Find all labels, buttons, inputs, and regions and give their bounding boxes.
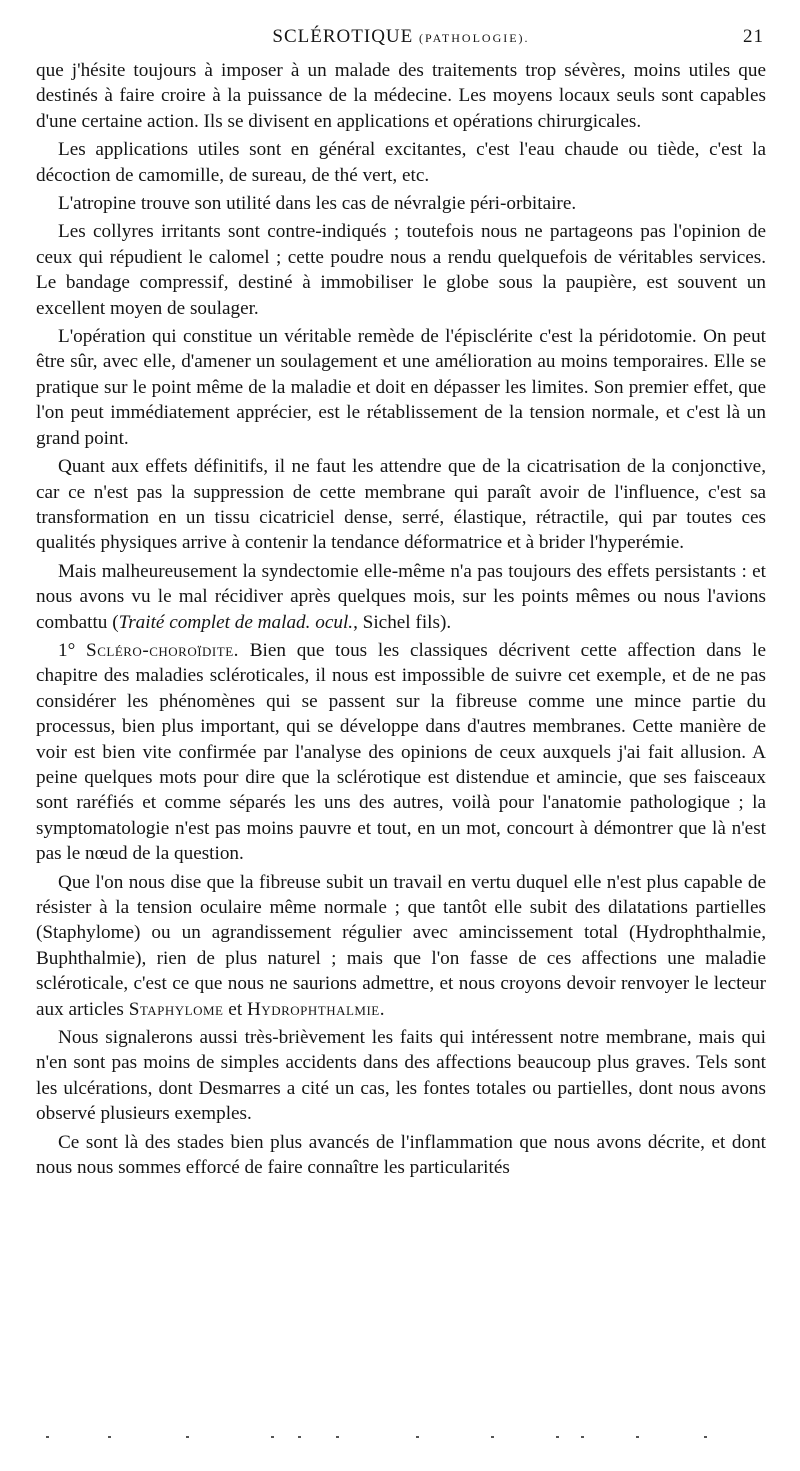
paragraph-9-end: . [379, 998, 385, 1020]
ink-mark [46, 1436, 49, 1438]
paragraph-8-text: Bien que tous les classiques décrivent cette affection dans le chapitre des maladies scléroticales, il nous est impossible de suivre cet exemple, et de ne pas considérer les phénomènes qui se passent sur la fibreuse comme une mince partie du processus, bien plus important, qui se développe dans d'autres membranes. Cette manière de voir est bien vite confirmée par l'analyse des opinions de ceux auxquels j'ai fait allusion. A peine quelques mots pour dire que la sclérotique est distendue et amincie, que ses faisceaux sont raréfiés et comme séparés les uns des autres, voilà pour l'anatomie pathologique ; la symptomatologie n'est pas moins pauvre et tout, en un mot, concourt à démontrer que là n'est pas le nœud de la question. [36, 639, 766, 865]
paragraph-11-text: Ce sont là des stades bien plus avancés de l'inflammation que nous avons décrite, et dont nous nous sommes efforcé de faire connaître les particularités [36, 1131, 766, 1179]
header-title [36, 26, 766, 48]
paragraph-8 [36, 638, 766, 867]
paragraph-2-text: Les applications utiles sont en général excitantes, c'est l'eau chaude ou tiède, c'est la décoction de camomille, de sureau, de thé vert, etc. [36, 139, 766, 186]
paragraph-7-text: Mais malheureusement la syndectomie elle-même n'a pas toujours des effets persistants : et nous avons vu le mal récidiver après quelques mois, sur les points mêmes ou nous l'avions combattu ( [36, 560, 766, 633]
paragraph-9 [36, 870, 766, 1022]
paragraph-10-text: Nous signalerons aussi très-brièvement les faits qui intéressent notre membrane, mais qui n'en sont pas moins de simples accidents dans des affections beaucoup plus graves. Tels sont les ulcérations, dont Desmarres a cité un cas, les fontes totales ou partielles, dont nous avons observé plusieurs exemples. [36, 1027, 766, 1125]
paragraph-1 [36, 58, 766, 134]
paragraph-11 [36, 1130, 766, 1181]
header-title-text: SCLÉROTIQUE [272, 26, 414, 47]
paragraph-3 [36, 191, 766, 216]
paragraph-1-text: que j'hésite toujours à imposer à un malade des traitements trop sévères, moins utiles que destinés à faire croire à la puissance de la médecine. Les moyens locaux seuls sont capables d'une certaine action. Ils se divisent en applications et opérations chirurgicales. [36, 60, 766, 132]
header-subtitle: (PATHOLOGIE). [419, 31, 530, 45]
section-number: 1° [58, 639, 87, 661]
ink-mark [556, 1436, 559, 1438]
cross-reference-staphylome: Staphylome [128, 998, 224, 1020]
paragraph-4 [36, 219, 766, 321]
ink-mark [108, 1436, 111, 1438]
ink-mark [491, 1436, 494, 1438]
ink-mark [416, 1436, 419, 1438]
ink-mark [636, 1436, 639, 1438]
section-heading: Scléro-choroïdite. [86, 639, 239, 661]
paragraph-4-text: Les collyres irritants sont contre-indiqués ; toutefois nous ne partageons pas l'opinion de ceux qui répudient le calomel ; cette poudre nous a rendu quelquefois de véritables services. Le bandage compressif, destiné à immobiliser le globe sous la paupière, est souvent un excellent moyen de soulager. [36, 221, 766, 319]
ink-mark [581, 1436, 584, 1438]
page-number: 21 [743, 26, 764, 47]
ink-mark [704, 1436, 707, 1438]
paragraph-10 [36, 1025, 766, 1127]
paragraph-6-text: Quant aux effets définitifs, il ne faut les attendre que de la cicatrisation de la conjonctive, car ce n'est pas la suppression de cette membrane qui paraît avoir de l'influence, c'est sa transformation en un tissu cicatriciel dense, serré, élastique, rétractile, qui par toutes ces qualités physiques arrive à contenir la tendance déformatrice et à brider l'hyperémie. [36, 456, 766, 554]
paragraph-7 [36, 559, 766, 635]
paragraph-3-text: L'atropine trouve son utilité dans les cas de névralgie péri-orbitaire. [58, 193, 577, 215]
cross-reference-hydrophthalmie: Hydrophthalmie [246, 998, 380, 1020]
ink-mark [271, 1436, 274, 1438]
paragraph-5 [36, 324, 766, 451]
bleed-through-marks [36, 1436, 766, 1442]
paragraph-6 [36, 454, 766, 556]
ink-mark [336, 1436, 339, 1438]
book-page [36, 22, 766, 1180]
paragraph-9-text: Que l'on nous dise que la fibreuse subit un travail en vertu duquel elle n'est plus capable de résister à la tension oculaire même normale ; que tantôt elle subit des dilatations partielles (Staphylome) ou un agrandissement régulier avec amincissement total (Hydrophthalmie, Buphthalmie), rien de plus naturel ; mais que l'on fasse de ces affections une maladie scléroticale, c'est ce que nous ne saurions admettre, et nous croyons devoir renvoyer le lecteur aux articles [36, 871, 766, 1020]
paragraph-5-text: L'opération qui constitue un véritable remède de l'épisclérite c'est la péridotomie. On peut être sûr, avec elle, d'amener un soulagement et une amélioration au moins temporaires. Elle se pratique sur le point même de la maladie et doit en dépasser les limites. Son premier effet, que l'on peut immédiatement apprécier, est le rétablissement de la tension normale, et c'est là un grand point. [36, 326, 766, 449]
ink-mark [186, 1436, 189, 1438]
paragraph-7-end: , Sichel fils). [353, 611, 452, 633]
citation-title: Traité complet de malad. ocul. [118, 611, 354, 633]
paragraph-9-joiner: et [223, 998, 247, 1020]
paragraph-2 [36, 137, 766, 188]
running-header [36, 22, 766, 58]
ink-mark [298, 1436, 301, 1438]
